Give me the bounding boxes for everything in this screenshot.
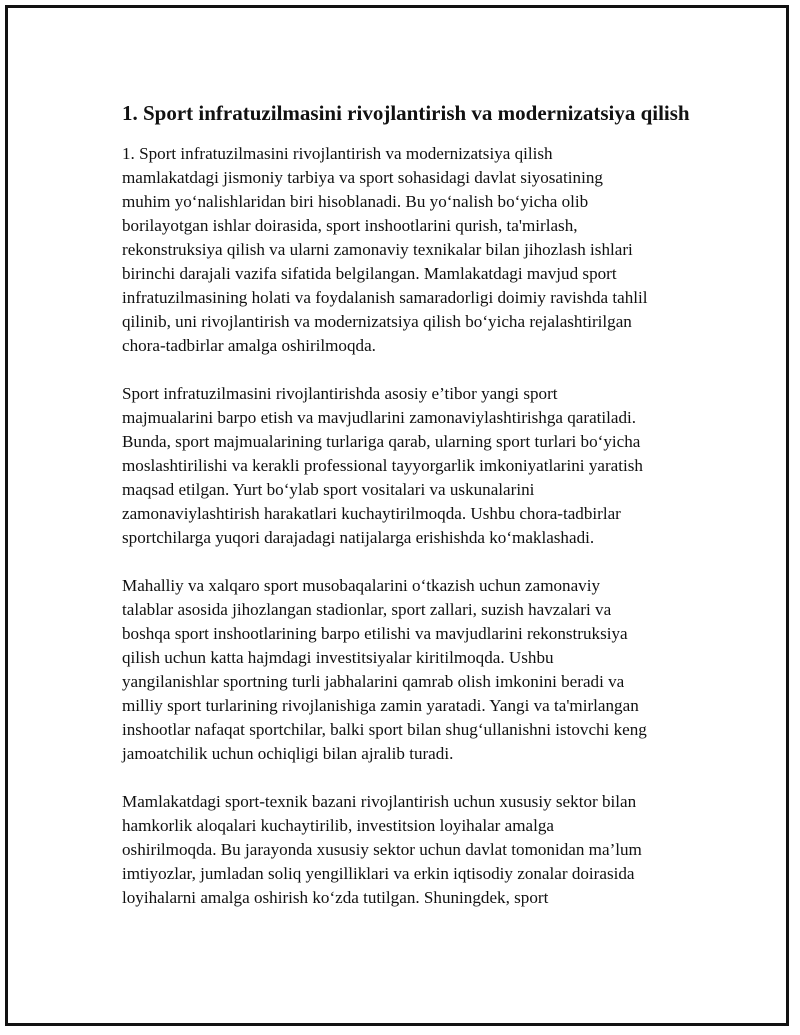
paragraph-1: 1. Sport infratuzilmasini rivojlantirish va modernizatsiya qilish mamlakatdagi jismoniy tarbiya va sport sohasidagi davlat siyosatining muhim yo‘nalishlaridan biri hisoblanadi. Bu yo‘nalish bo‘yicha olib borilayotgan ishlar doirasida, sport inshootlarini qurish, ta'mirlash, rekonstruksiya qilish va ularni zamonaviy texnikalar bilan jihozlash ishlari birinchi darajali vazifa sifatida belgilangan. Mamlakatdagi mavjud sport infratuzilmasining holati va foydalanish samaradorligi doimiy ravishda tahlil qilinib, uni rivojlantirish va modernizatsiya qilish bo‘yicha rejalashtirilgan chora-tadbirlar amalga oshirilmoqda. — [122, 144, 648, 355]
paragraph-3: Mahalliy va xalqaro sport musobaqalarini o‘tkazish uchun zamonaviy talablar asosida jihozlangan stadionlar, sport zallari, suzish havzalari va boshqa sport inshootlarining barpo etilishi va mavjudlarini rekonstruksiya qilish uchun katta hajmdagi investitsiyalar kiritilmoqda. Ushbu yangilanishlar sportning turli jabhalarini qamrab olish imkonini beradi va milliy sport turlarining rivojlanishiga zamin yaratadi. Yangi va ta'mirlangan inshootlar nafaqat sportchilar, balki sport bilan shug‘ullanishni istovchi keng jamoatchilik uchun ochiqligi bilan ajralib turadi. — [122, 576, 647, 763]
section-heading: 1. Sport infratuzilmasini rivojlantirish va modernizatsiya qilish — [122, 101, 690, 125]
document-body — [122, 100, 700, 934]
paragraph-4: Mamlakatdagi sport-texnik bazani rivojlantirish uchun xususiy sektor bilan hamkorlik aloqalari kuchaytirilib, investitsion loyihalar amalga oshirilmoqda. Bu jarayonda xususiy sektor uchun davlat tomonidan ma’lum imtiyozlar, jumladan soliq yengilliklari va erkin iqtisodiy zonalar doirasida loyihalarni amalga oshirish ko‘zda tutilgan. Shuningdek, sport — [122, 792, 642, 907]
document-page — [5, 5, 789, 1026]
paragraph-2: Sport infratuzilmasini rivojlantirishda asosiy e’tibor yangi sport majmualarini barpo etish va mavjudlarini zamonaviylashtirishga qaratiladi. Bunda, sport majmualarining turlariga qarab, ularning sport turlari bo‘yicha moslashtirilishi va kerakli professional tayyorgarlik imkoniyatlarini yaratish maqsad etilgan. Yurt bo‘ylab sport vositalari va uskunalarini zamonaviylashtirish harakatlari kuchaytirilmoqda. Ushbu chora-tadbirlar sportchilarga yuqori darajadagi natijalarga erishishda ko‘maklashadi. — [122, 384, 643, 547]
